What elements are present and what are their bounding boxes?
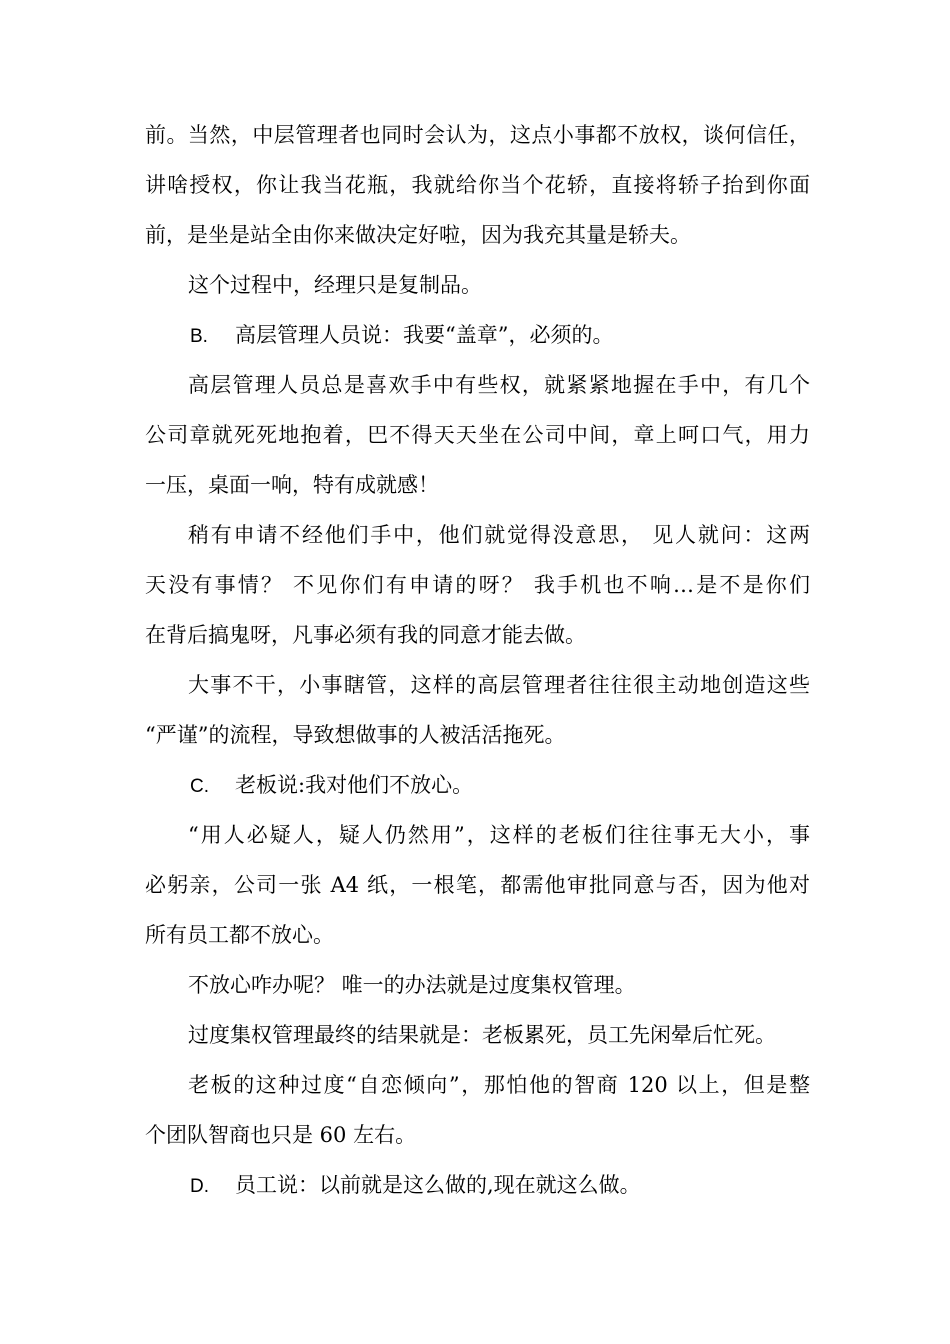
document-page xyxy=(145,110,810,1210)
text-line: “严谨”的流程，导致想做事的人被活活拖死。 xyxy=(145,723,566,747)
list-marker: D. xyxy=(190,1176,209,1197)
text-line: 高层管理人员总是喜欢手中有些权，就紧紧地握在手中，有几个 xyxy=(188,373,810,397)
text-line: 前，是坐是站全由你来做决定好啦，因为我充其量是轿夫。 xyxy=(145,223,691,247)
text-line: 讲啥授权，你让我当花瓶，我就给你当个花轿，直接将轿子抬到你面 xyxy=(145,173,810,197)
paragraph-worry xyxy=(145,960,810,1010)
paragraph-process xyxy=(145,660,810,760)
list-item-c xyxy=(145,760,810,810)
paragraph-application xyxy=(145,510,810,660)
list-item-text: 员工说：以前就是这么做的,现在就这么做。 xyxy=(235,1173,641,1197)
text-line: 这个过程中，经理只是复制品。 xyxy=(188,273,482,297)
text-line: 必躬亲，公司一张 A4 纸，一根笔，都需他审批同意与否，因为他对 xyxy=(145,873,810,897)
text-line: 所有员工都不放心。 xyxy=(145,923,334,947)
text-line: 一压，桌面一响，特有成就感！ xyxy=(145,473,439,497)
list-item-b xyxy=(145,310,810,360)
list-item-d xyxy=(145,1160,810,1210)
text-line: 公司章就死死地抱着，巴不得天天坐在公司中间，章上呵口气，用力 xyxy=(145,423,810,447)
text-line: 天没有事情？ 不见你们有申请的呀？ 我手机也不响…是不是你们 xyxy=(145,573,810,597)
paragraph-result xyxy=(145,1010,810,1060)
text-line: 不放心咋办呢？ 唯一的办法就是过度集权管理。 xyxy=(188,973,636,997)
list-marker: C. xyxy=(190,776,209,797)
list-item-text: 老板说:我对他们不放心。 xyxy=(235,773,474,797)
paragraph-iq xyxy=(145,1060,810,1160)
paragraph-replica xyxy=(145,260,810,310)
text-line: 过度集权管理最终的结果就是：老板累死，员工先闲晕后忙死。 xyxy=(188,1023,776,1047)
text-line: 在背后搞鬼呀，凡事必须有我的同意才能去做。 xyxy=(145,623,586,647)
list-item-text: 高层管理人员说：我要“盖章”，必须的。 xyxy=(235,323,614,347)
text-line: “用人必疑人，疑人仍然用”，这样的老板们往往事无大小，事 xyxy=(188,823,810,847)
list-marker: B. xyxy=(190,326,208,347)
paragraph-boss xyxy=(145,810,810,960)
text-line: 前。当然，中层管理者也同时会认为，这点小事都不放权，谈何信任， xyxy=(145,123,810,147)
text-line: 个团队智商也只是 60 左右。 xyxy=(145,1123,417,1147)
text-line: 稍有申请不经他们手中，他们就觉得没意思， 见人就问：这两 xyxy=(188,523,810,547)
paragraph-continuation xyxy=(145,110,810,260)
paragraph-seal xyxy=(145,360,810,510)
text-line: 大事不干，小事瞎管，这样的高层管理者往往很主动地创造这些 xyxy=(188,673,810,697)
text-line: 老板的这种过度“自恋倾向”，那怕他的智商 120 以上，但是整 xyxy=(188,1073,810,1097)
